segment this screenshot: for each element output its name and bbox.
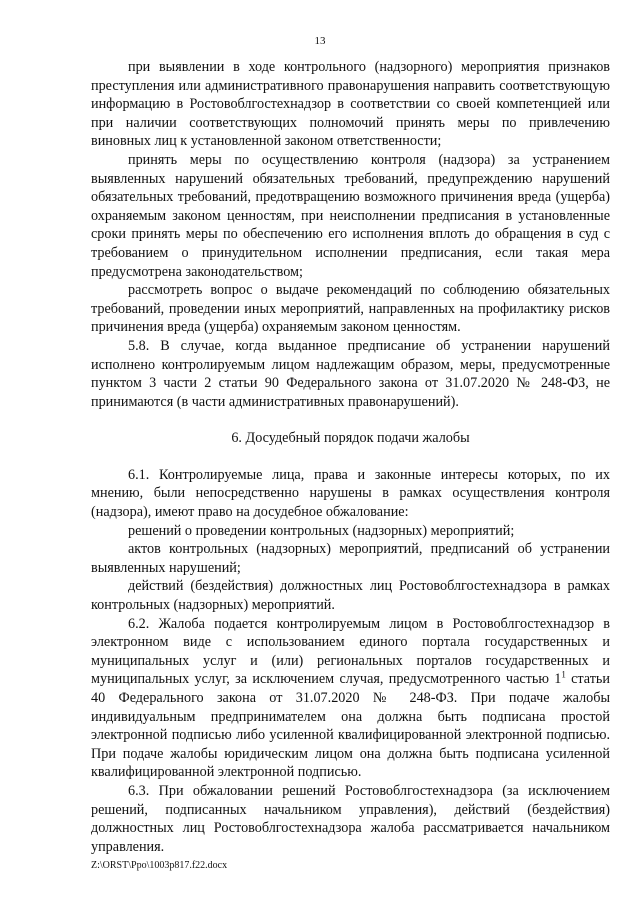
paragraph: решений о проведении контрольных (надзорных) мероприятий; [128, 522, 515, 539]
paragraph: действий (бездействия) должностных лиц Ростовоблгостехнадзора в рамках контрольных (надзорных) мероприятий. [91, 578, 610, 614]
paragraph: актов контрольных (надзорных) мероприятий, предписаний об устранении выявленных нарушений; [91, 541, 610, 576]
document-body [91, 58, 610, 856]
paragraph-6-2-text-end: статьи 40 Федерального закона от 31.07.2020 № 248-ФЗ. При подаче жалобы индивидуальным предпринимателем она должна быть подписана простой электронной подписью либо усиленной квалифицированной электронной подписью. При подаче жалобы юридическим лицом она должна быть подписана усиленной квалифицированной электронной подписью. [91, 671, 610, 781]
paragraph: принять меры по осуществлению контроля (надзора) за устранением выявленных нарушений обязательных требований, предупреждению нарушений обязательных требований, предотвращению возможного причинения вреда (ущерба) охраняемым законом ценностям, при неисполнении предписания в установленные сроки принять меры по обеспечению его исполнения вплоть до обращения в суд с требованием о принудительном исполнении предписания, если такая мера предусмотрена законодательством; [91, 151, 610, 280]
paragraph-6-2 [91, 615, 610, 782]
paragraph: при выявлении в ходе контрольного (надзорного) мероприятия признаков преступления или административного правонарушения направить соответствующую информацию в Ростовоблгостехнадзор в соответствии со своей компетенцией или при наличии соответствующих полномочий принять меры по привлечению виновных лиц к установленной законом ответственности; [91, 59, 610, 150]
superscript: 1 [561, 669, 566, 680]
paragraph-6-3: 6.3. При обжаловании решений Ростовоблгостехнадзора (за исключением решений, подписанных начальником управления), действий (бездействия) должностных лиц Ростовоблгостехнадзора жалоба рассматривается начальником управления. [91, 782, 610, 855]
paragraph-6-1: 6.1. Контролируемые лица, права и законные интересы которых, по их мнению, были непосредственно нарушены в рамках осуществления контроля (надзора), имеют право на досудебное обжалование: [91, 466, 610, 521]
footer-file-path: Z:\ORST\Ppo\1003p817.f22.docx [91, 860, 228, 871]
section-heading: 6. Досудебный порядок подачи жалобы [231, 430, 470, 447]
paragraph-6-2-text-start: 6.2. Жалоба подается контролируемым лицом в Ростовоблгостехнадзор в электронном виде с использованием единого портала государственных и муниципальных услуг и (или) региональных порталов государственных и муниципальных услуг, за исключением случая, предусмотренного частью 1 [91, 615, 610, 688]
paragraph-5-8: 5.8. В случае, когда выданное предписание об устранении нарушений исполнено контролируемым лицом надлежащим образом, меры, предусмотренные пунктом 3 части 2 статьи 90 Федерального закона от 31.07.2020 № 248-ФЗ, не принимаются (в части административных правонарушений). [91, 337, 610, 410]
page-number: 13 [314, 35, 326, 47]
paragraph: рассмотреть вопрос о выдаче рекомендаций по соблюдению обязательных требований, проведении иных мероприятий, направленных на профилактику рисков причинения вреда (ущерба) охраняемым законом ценностям. [91, 282, 610, 336]
